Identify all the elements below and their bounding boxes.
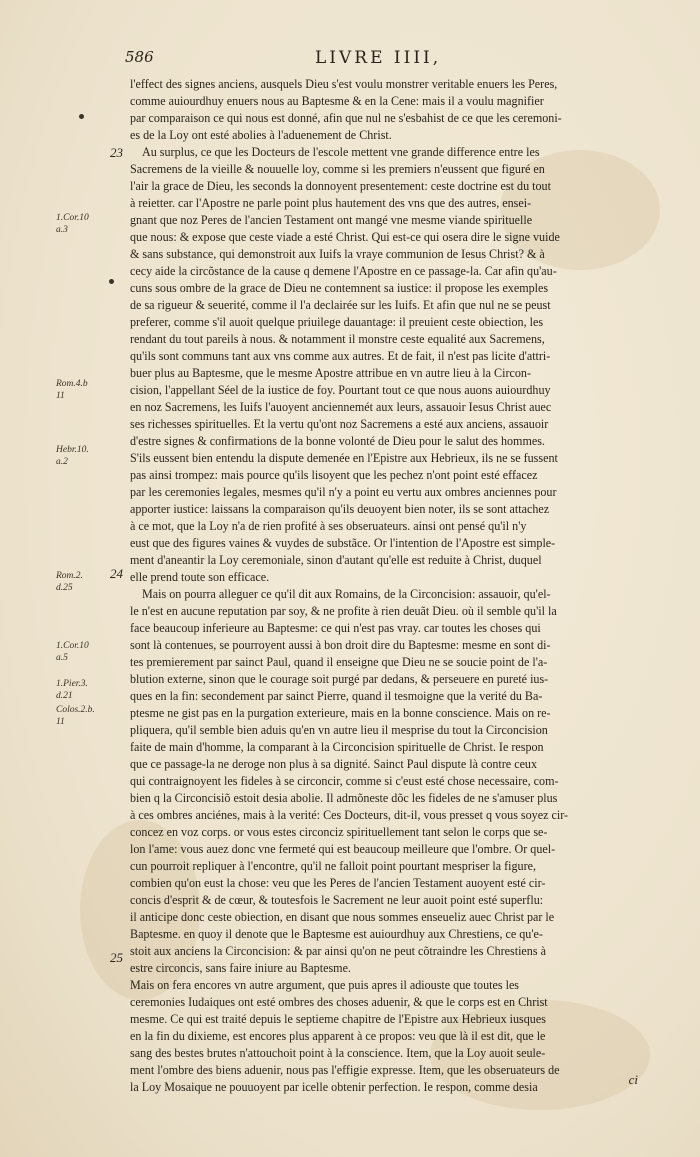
text-line: ptesme ne gist pas en la purgation exterieure, mais en la bonne conscience. Mais on re- (130, 706, 551, 720)
text-line: gnant que noz Peres de l'ancien Testament ont mangé vne mesme viande spirituelle (130, 213, 533, 227)
text-line: pas ainsi trompez: mais pource qu'ils lisoyent que les pechez n'ont point esté effacez (130, 468, 538, 482)
margin-note: Colos.2.b. 11 (56, 705, 95, 727)
text-line: que nous: & expose que ceste viade a esté Christ. Qui est-ce qui osera dire le signe vuide (130, 230, 560, 244)
text-line: faite de main d'homme, la comparant à la Circoncision spirituelle de Christ. Ie respon (130, 740, 544, 754)
text-line: en la fin du dixieme, est encores plus apparent à ce propos: veu que là il est dit, que le (130, 1029, 546, 1043)
text-line: estre circoncis, sans faire iniure au Baptesme. (130, 961, 351, 975)
text-line: en noz Sacremens, les Iuifs l'auoyent anciennemét aux leurs, assauoir Iesus Christ auec (130, 400, 552, 414)
text-line: la Loy Mosaique ne pouuoyent par icelle obtenir perfection. Ie respon, comme desia (130, 1080, 538, 1094)
text-line: concis d'esprit & de cœur, & toutesfois le Sacrement ne leur auoit point esté superflu: (130, 893, 544, 907)
text-line: es de la Loy ont esté abolies à l'aduenement de Christ. (130, 128, 392, 142)
text-line: ment d'aneantir la Loy ceremoniale, sinon d'autant qu'elle est reduite à Christ, duquel (130, 553, 542, 567)
margin-mark (109, 279, 114, 284)
text-line: tes premierement par sainct Paul, quand il enseigne que Dieu ne se soucie point de l'a- (130, 655, 548, 669)
text-line: l'effect des signes anciens, ausquels Dieu s'est voulu monstrer veritable enuers les Peres, (130, 77, 558, 91)
text-line: cun pourroit repliquer à l'encontre, qu'il ne falloit point pourtant mespriser la figure, (130, 859, 537, 873)
text-line: comme auiourdhuy enuers nous au Baptesme & en la Cene: mais il a voulu magnifier (130, 94, 544, 108)
margin-note: 1.Cor.10 a.5 (56, 641, 89, 663)
text-line: combien qu'on eust la chose: veu que les Peres de l'ancien Testament auoyent esté cir- (130, 876, 546, 890)
text-line: blution externe, sinon que le courage soit purgé par dedans, & perseuere en pureté ius- (130, 672, 549, 686)
page-header (125, 48, 645, 72)
text-line: ment l'ombre des biens aduenir, nous pas l'effigie expresse. Item, que les obseruateurs de (130, 1063, 560, 1077)
text-line: à ce mot, que la Loy n'a de rien profité à ses obseruateurs. ainsi ont pensé qu'il n'y (130, 519, 527, 533)
text-line: ques en la fin: secondement par sainct Pierre, quand il tesmoigne que la verité du Ba- (130, 689, 543, 703)
text-line: de sa rigueur & seuerité, comme il l'a declairée sur les Iuifs. Et afin que nul ne se peust (130, 298, 551, 312)
margin-note: 1.Cor.10 a.3 (56, 213, 89, 235)
margin-note: Rom.4.b 11 (56, 379, 88, 401)
text-line: par comparaison ce qui nous est donné, afin que nul ne s'esbahist de ce que les ceremoni- (130, 111, 562, 125)
text-line: Au surplus, ce que les Docteurs de l'escole mettent vne grande difference entre les (142, 145, 540, 159)
text-line: bien q la Circoncisiõ estoit desia abolie. Il admõneste dõc les fideles de ne s'amuser plus (130, 791, 558, 805)
text-line: par les ceremonies legales, mesmes qu'il n'y a point eu vertu aux ombres anciennes pour (130, 485, 557, 499)
text-line: Sacremens de la vieille & nouuelle loy, comme si les premiers n'eussent que figuré en (130, 162, 545, 176)
text-line: S'ils eussent bien entendu la dispute demenée en l'Epistre aux Hebrieux, ils ne se fussent (130, 451, 558, 465)
text-line (130, 1096, 636, 1112)
text-line: sont là contenues, se pourroyent aussi à bon droit dire du Baptesme: mesme en sont di- (130, 638, 551, 652)
margin-note: Hebr.10. a.2 (56, 445, 89, 467)
text-line: apporter iustice: laissans la comparaison qu'ils deuoyent bien noter, ils se sont attachez (130, 502, 550, 516)
text-line: lon l'ame: vous auez donc vne fermeté qui est beaucoup meilleure que l'ombre. Or quel- (130, 842, 556, 856)
text-line: rendant du tout pareils à nous. & notamment il monstre ceste equalité aux Sacremens, (130, 332, 545, 346)
paragraph-number: 23 (110, 145, 123, 160)
signature-mark: ci (628, 1072, 638, 1087)
text-line: Baptesme. en quoy il denote que le Baptesme est auiourdhuy aux Chrestiens, ce qu'e- (130, 927, 543, 941)
text-line: face beaucoup inferieure au Baptesme: ce qui n'est pas vray. car toutes les choses qui (130, 621, 541, 635)
text-line: concez en voz corps. or vous estes circonciz spirituellement tant selon le corps que se- (130, 825, 548, 839)
text-line: cision, l'appellant Séel de la iustice de foy. Pourtant tout ce que nous auons auiourdhuy (130, 383, 551, 397)
paragraph-number: 25 (110, 950, 123, 965)
text-line: il anticipe donc ceste obiection, en disant que nous sommes enseueliz auec Christ par le (130, 910, 555, 924)
text-line: sang des bestes brutes n'attouchoit point à la conscience. Item, que la Loy auoit seule- (130, 1046, 546, 1060)
page-number: 586 (125, 48, 154, 66)
text-line: & sans substance, qui demonstroit aux Iuifs la vraye communion de Iesus Christ? & à (130, 247, 545, 261)
text-line: buer plus au Baptesme, que le mesme Apostre attribue en vn autre lieu à la Circon- (130, 366, 531, 380)
text-line: le n'est en aucune reputation par soy, & ne profite à rien deuãt Dieu. où il semble qu'il la (130, 604, 557, 618)
text-line: elle prend toute son efficace. (130, 570, 270, 584)
running-title: LIVRE IIII, (315, 48, 442, 68)
text-line: qui contraignoyent les fideles à se circoncir, comme si c'eust esté chose necessaire, com- (130, 774, 559, 788)
text-line: à reietter. car l'Apostre ne parle point plus hautement des vns que des autres, ensei- (130, 196, 532, 210)
text-line: qu'ils sont communs tant aux vns comme aux autres. Et de fait, il n'est pas licite d'attri- (130, 349, 551, 363)
text-line: d'estre signes & confirmations de la bonne volonté de Dieu pour le salut des hommes. (130, 434, 545, 448)
text-line: l'air la grace de Dieu, les seconds la donnoyent presentement: ceste doctrine est du tout (130, 179, 551, 193)
margin-note: 1.Pier.3. d.21 (56, 679, 88, 701)
text-line: ceremonies Iudaiques ont esté ombres des choses aduenir, & que le corps est en Christ (130, 995, 548, 1009)
text-line: preferer, comme s'il auoit quelque priuilege dauantage: il preuient ceste obiection, les (130, 315, 544, 329)
text-line: Mais on pourra alleguer ce qu'il dit aux Romains, de la Circoncision: assauoir, qu'el- (142, 587, 551, 601)
text-line: eust que des figures vaines & vuydes de substãce. Or l'intention de l'Apostre est simple- (130, 536, 556, 550)
text-line: à ces ombres anciénes, mais à la verité: Ces Docteurs, dit-il, vous presset q vous soyez cir- (130, 808, 569, 822)
text-line: pliquera, qu'il semble bien aduis qu'en vn autre lieu il mesprise du tout la Circoncision (130, 723, 548, 737)
text-line: cecy aide la circõstance de la cause q demene l'Apostre en ce passage-la. Car afin qu'au- (130, 264, 557, 278)
margin-note: Rom.2. d.25 (56, 571, 83, 593)
margin-mark (79, 114, 84, 119)
text-line: que ce passage-la ne deroge non plus à sa dignité. Sainct Paul dispute là contre ceux (130, 757, 538, 771)
text-line: mesme. Ce qui est traité depuis le septieme chapitre de l'Epistre aux Hebrieux iusques (130, 1012, 546, 1026)
text-line: ses richesses spirituelles. Et la vertu qu'ont noz Sacremens a esté aux anciens, assauoir (130, 417, 549, 431)
text-line: stoit aux anciens la Circoncision: & par ainsi qu'on ne peut cõtraindre les Chrestiens à (130, 944, 546, 958)
text-line: cuns sous ombre de la grace de Dieu ne contemnent sa iustice: il propose les exemples (130, 281, 549, 295)
text-line: Mais on fera encores vn autre argument, que puis apres il adiouste que toutes les (130, 978, 520, 992)
paragraph-number: 24 (110, 566, 123, 581)
